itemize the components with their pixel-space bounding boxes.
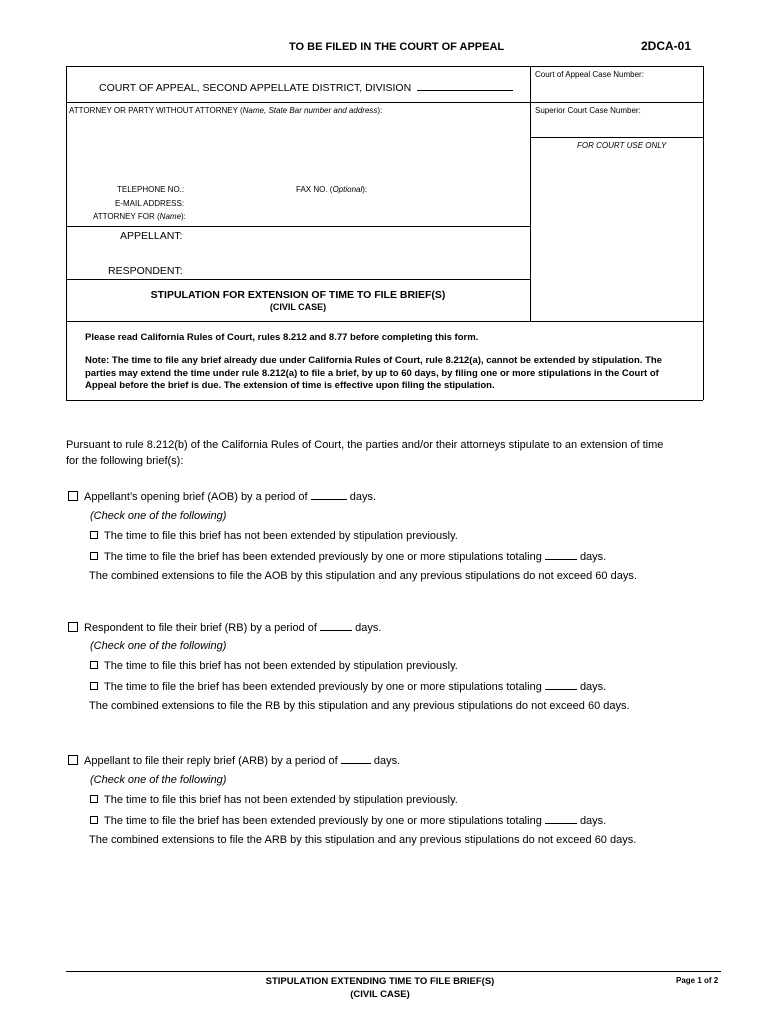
aob-combined-text: The combined extensions to file the AOB by this stipulation and any previous stipulations do not exceed 60 days. xyxy=(89,570,637,582)
page-number: Page 1 of 2 xyxy=(676,976,719,985)
form-title: STIPULATION FOR EXTENSION OF TIME TO FILE BRIEF(S) xyxy=(150,289,446,301)
aob-days-field[interactable] xyxy=(311,490,347,500)
arb-combined-text: The combined extensions to file the ARB by this stipulation and any previous stipulations do not exceed 60 days. xyxy=(89,834,637,846)
footer-subtitle: (CIVIL CASE) xyxy=(350,989,410,1000)
footer-rule xyxy=(66,971,721,972)
arb-days-field[interactable] xyxy=(341,754,371,764)
aob-not-extended-checkbox[interactable] xyxy=(90,531,98,539)
note-text: Note: The time to file any brief already due under California Rules of Court, rule 8.212(a), cannot be extended by stipulation. The parties may extend the time under rule 8.212(a) to file a brief, by up to 60 days, by filing one or more stipulations in the Court of Appeal before the brief is due. The extension of time is effective upon filing the stipulation. xyxy=(85,355,662,391)
footer-title: STIPULATION EXTENDING TIME TO FILE BRIEF(S) xyxy=(265,976,495,987)
attorney-label: ATTORNEY OR PARTY WITHOUT ATTORNEY (Name, State Bar number and address): xyxy=(69,106,383,115)
aob-extended-checkbox[interactable] xyxy=(90,552,98,560)
rb-extended-checkbox[interactable] xyxy=(90,682,98,690)
rb-days-field[interactable] xyxy=(320,621,352,631)
rb-not-extended-checkbox[interactable] xyxy=(90,661,98,669)
division-field[interactable] xyxy=(417,82,513,91)
rb-total-days-field[interactable] xyxy=(545,680,577,690)
attorney-for-label: ATTORNEY FOR (Name): xyxy=(93,212,186,221)
read-rules-notice: Please read California Rules of Court, rules 8.212 and 8.77 before completing this form. xyxy=(85,332,479,343)
respondent-label: RESPONDENT: xyxy=(108,265,183,277)
arb-not-extended-checkbox[interactable] xyxy=(90,795,98,803)
appellant-label: APPELLANT: xyxy=(120,230,183,242)
aob-checkbox[interactable] xyxy=(68,491,78,501)
superior-case-number-label: Superior Court Case Number: xyxy=(535,106,641,115)
email-label: E-MAIL ADDRESS: xyxy=(115,199,185,208)
telephone-label: TELEPHONE NO.: xyxy=(117,185,185,194)
form-subtitle: (CIVIL CASE) xyxy=(269,302,327,312)
arb-extended-checkbox[interactable] xyxy=(90,816,98,824)
aob-total-days-field[interactable] xyxy=(545,550,577,560)
rb-check-one: (Check one of the following) xyxy=(90,640,227,652)
form-id: 2DCA-01 xyxy=(641,39,692,53)
appeal-case-number-label: Court of Appeal Case Number: xyxy=(535,70,644,79)
arb-total-days-field[interactable] xyxy=(545,814,577,824)
intro-paragraph: Pursuant to rule 8.212(b) of the California Rules of Court, the parties and/or their attorneys stipulate to an extension of time for the following brief(s): xyxy=(66,439,664,467)
fax-label: FAX NO. (Optional): xyxy=(296,185,368,194)
arb-checkbox[interactable] xyxy=(68,755,78,765)
court-use-only-label: FOR COURT USE ONLY xyxy=(577,141,667,150)
arb-check-one: (Check one of the following) xyxy=(90,774,227,786)
rb-combined-text: The combined extensions to file the RB by this stipulation and any previous stipulations do not exceed 60 days. xyxy=(89,700,630,712)
aob-check-one: (Check one of the following) xyxy=(90,510,227,522)
rb-checkbox[interactable] xyxy=(68,622,78,632)
court-line: COURT OF APPEAL, SECOND APPELLATE DISTRICT, DIVISION xyxy=(99,82,513,94)
form-header-title: TO BE FILED IN THE COURT OF APPEAL xyxy=(289,41,505,53)
